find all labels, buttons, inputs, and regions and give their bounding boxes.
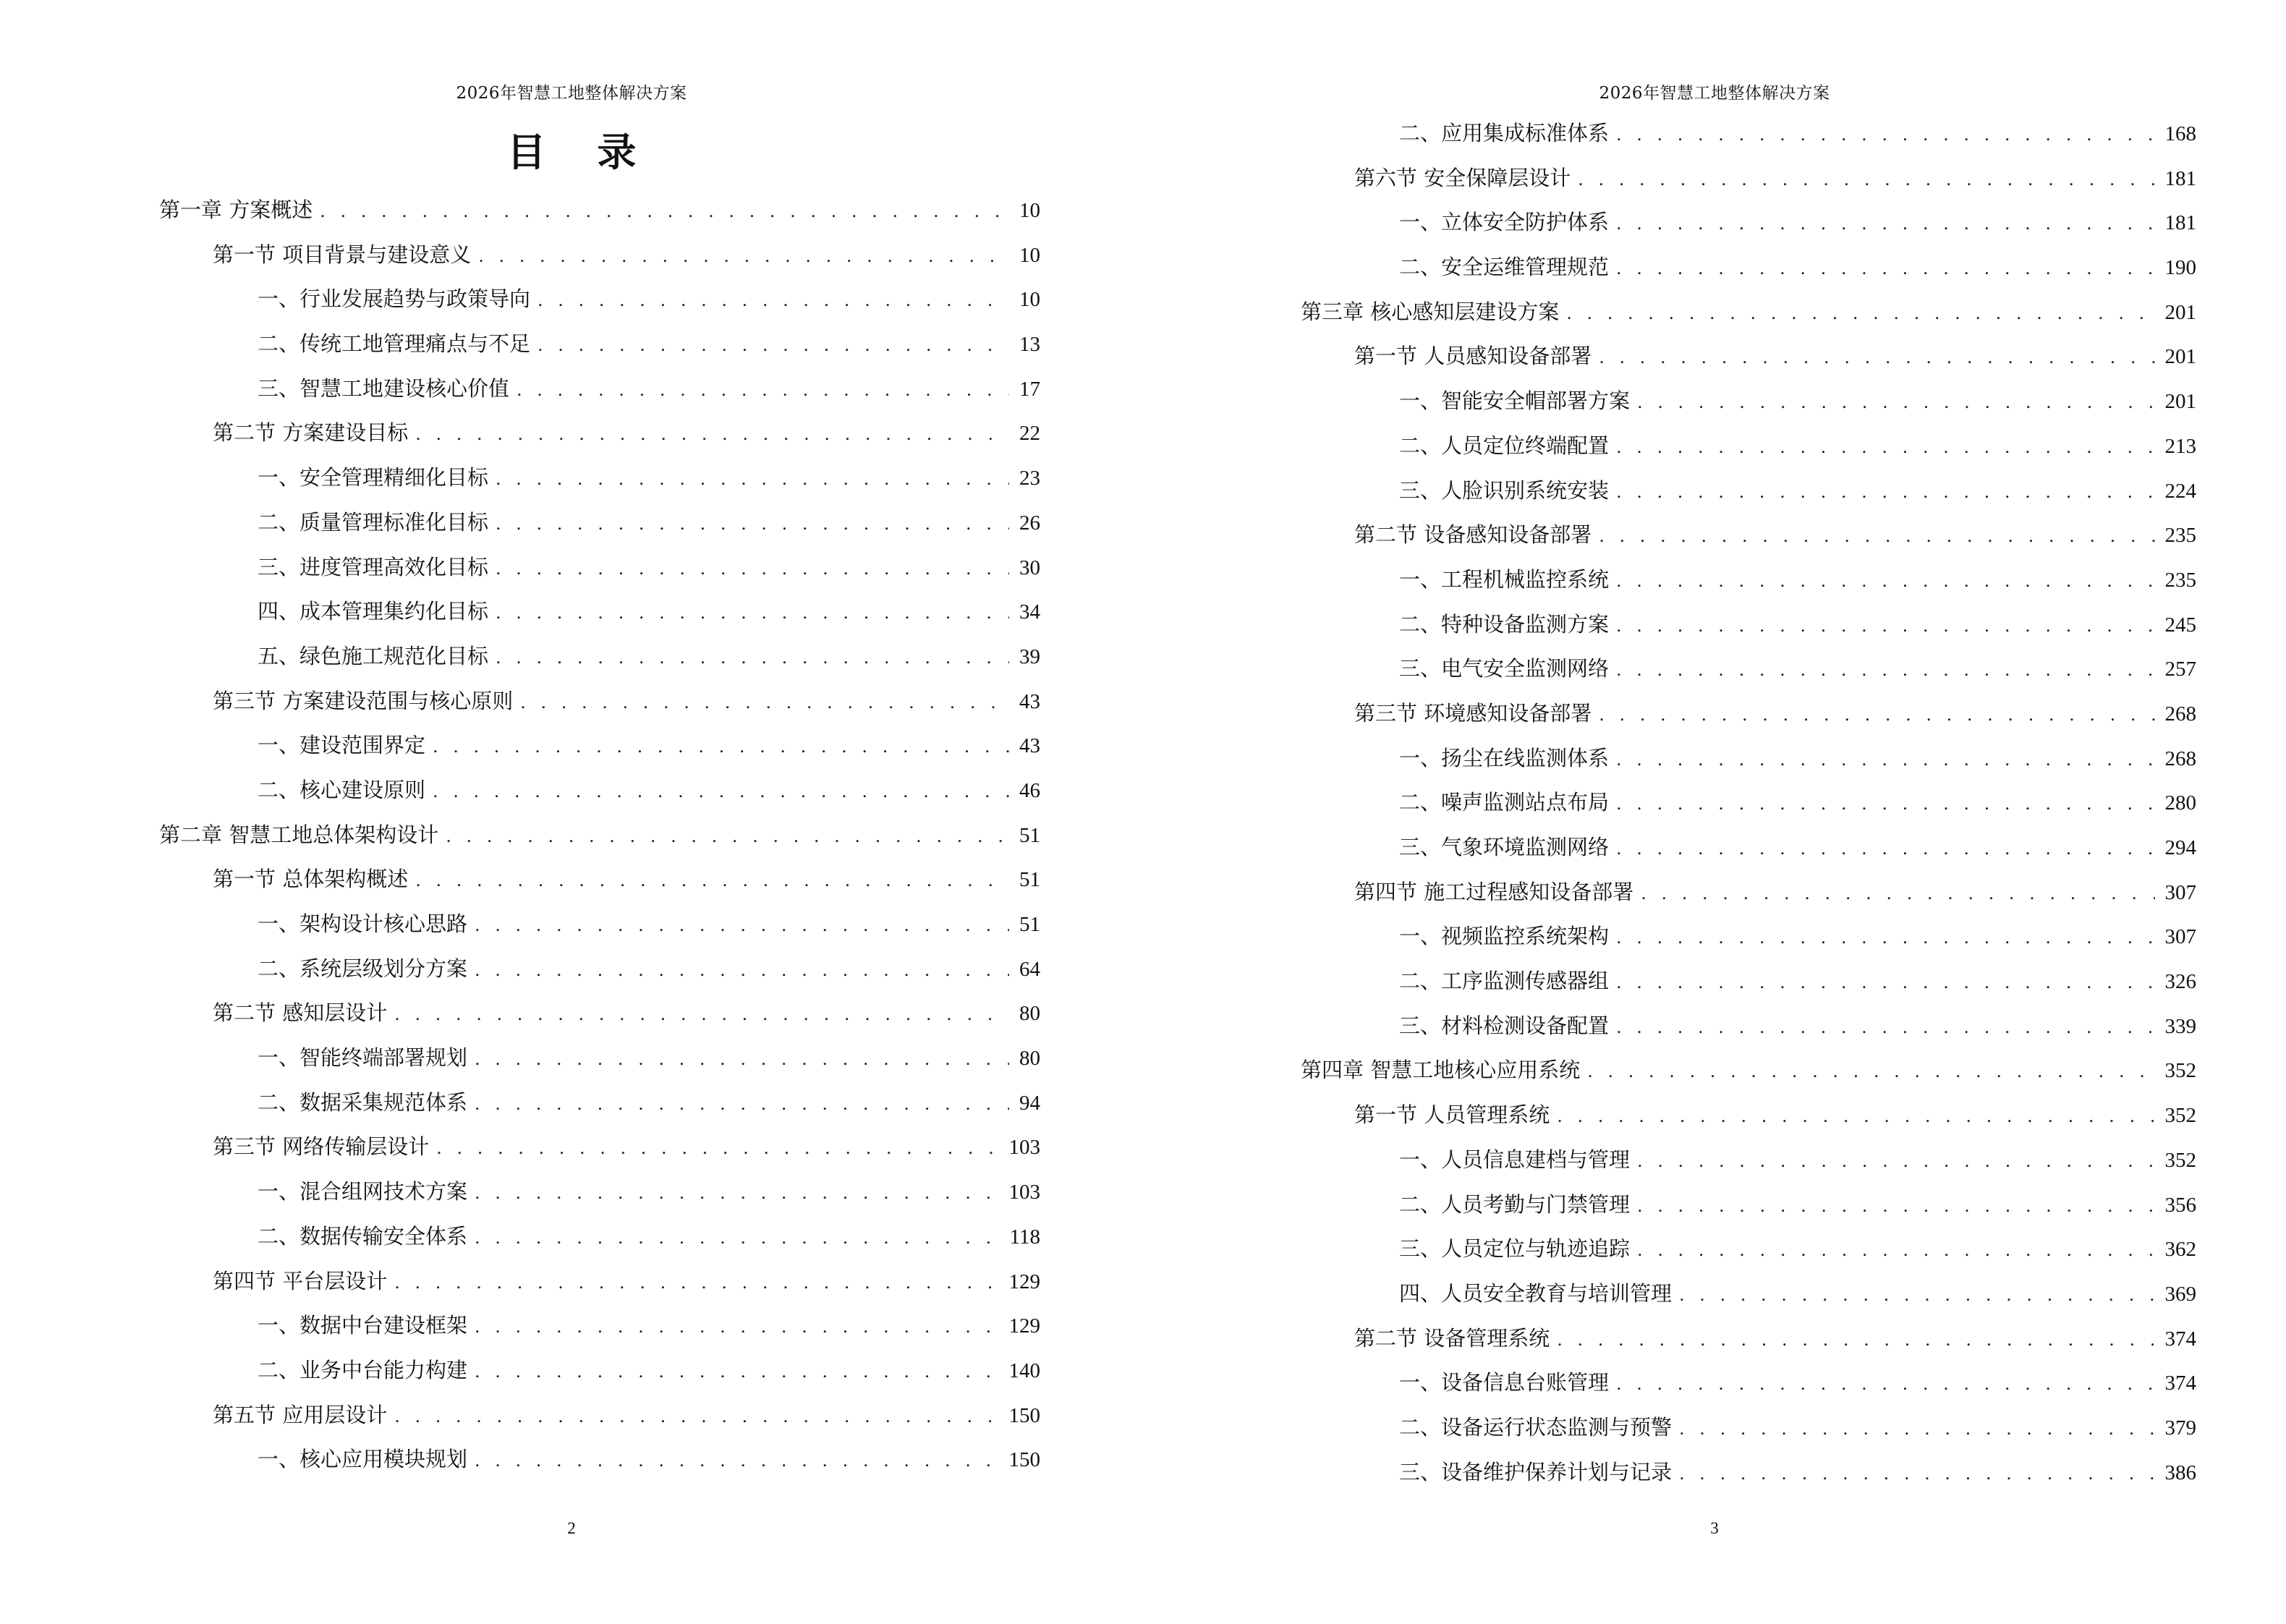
dot-leader: [1641, 872, 2154, 917]
toc-entry-page-number: 23: [1019, 467, 1040, 490]
toc-subsection-entry[interactable]: [159, 947, 1040, 992]
toc-subsection-entry[interactable]: [159, 590, 1040, 634]
toc-entry-page-number: 181: [2164, 166, 2196, 190]
toc-subsection-entry[interactable]: [159, 902, 1040, 947]
toc-entry-page-number: 352: [2164, 1104, 2196, 1128]
toc-entry-page-number: 103: [1008, 1136, 1040, 1160]
toc-entry-label: 一、安全管理精细化目标: [258, 465, 489, 490]
toc-entry-label: 第四章 智慧工地核心应用系统: [1301, 1058, 1581, 1083]
toc-entry-page-number: 257: [2164, 658, 2196, 681]
running-header: 2026年智慧工地整体解决方案: [456, 84, 687, 103]
toc-entry-label: 四、人员安全教育与培训管理: [1399, 1280, 1673, 1306]
toc-subsection-entry[interactable]: [159, 1170, 1040, 1215]
toc-chapter-entry[interactable]: [159, 813, 1040, 858]
toc-entry-page-number: 129: [1008, 1314, 1040, 1338]
dot-leader: [1599, 693, 2154, 738]
toc-entry-page-number: 374: [2164, 1327, 2196, 1351]
toc-entry-page-number: 201: [2164, 390, 2196, 414]
dot-leader: [475, 1082, 1009, 1127]
toc-entry-label: 一、设备信息台账管理: [1399, 1370, 1610, 1395]
toc-entry-label: 第二节 设备感知设备部署: [1354, 522, 1592, 548]
toc-subsection-entry[interactable]: [1301, 736, 2196, 781]
dot-leader: [1616, 247, 2154, 292]
toc-subsection-entry[interactable]: [159, 501, 1040, 545]
toc-entry-label: 第二节 感知层设计: [213, 1000, 388, 1026]
toc-section-entry[interactable]: [1301, 1093, 2196, 1138]
toc-entry-page-number: 339: [2164, 1014, 2196, 1038]
dot-leader: [394, 1261, 998, 1306]
toc-entry-label: 第二节 设备管理系统: [1354, 1325, 1550, 1351]
toc-entry-page-number: 268: [2164, 702, 2196, 726]
toc-subsection-entry[interactable]: [159, 1036, 1040, 1081]
toc-entry-label: 第五节 应用层设计: [213, 1402, 388, 1427]
toc-entry-label: 二、传统工地管理痛点与不足: [258, 331, 531, 357]
toc-subsection-entry[interactable]: [159, 456, 1040, 501]
dot-leader: [1566, 292, 2154, 336]
dot-leader: [1616, 604, 2154, 649]
toc-entry-label: 二、核心建设原则: [258, 777, 426, 802]
toc-subsection-entry[interactable]: [1301, 647, 2196, 692]
toc-entry-label: 一、扬尘在线监测体系: [1399, 745, 1610, 770]
toc-entry-label: 三、气象环境监测网络: [1399, 835, 1610, 859]
toc-entry-page-number: 362: [2164, 1238, 2196, 1262]
dot-leader: [1616, 648, 2154, 693]
toc-title: 目 录: [506, 129, 655, 175]
toc-entry-label: 二、噪声监测站点布局: [1399, 790, 1610, 815]
toc-entry-label: 一、核心应用模块规划: [258, 1447, 468, 1472]
dot-leader: [1616, 961, 2154, 1006]
right-page: [1143, 0, 2286, 1624]
toc-entry-label: 二、特种设备监测方案: [1399, 611, 1610, 637]
toc-subsection-entry[interactable]: [1301, 1183, 2196, 1228]
dot-leader: [475, 948, 1009, 993]
toc-entry-label: 一、工程机械监控系统: [1399, 566, 1610, 592]
dot-leader: [433, 770, 1009, 815]
dot-leader: [1616, 827, 2154, 872]
dot-leader: [1616, 738, 2154, 783]
toc-section-entry[interactable]: [159, 411, 1040, 456]
toc-entry-label: 一、行业发展趋势与政策导向: [258, 286, 531, 312]
toc-entry-label: 三、材料检测设备配置: [1399, 1013, 1610, 1038]
dot-leader: [1557, 1318, 2154, 1363]
toc-entry-label: 二、人员定位终端配置: [1399, 433, 1610, 458]
dot-leader: [1679, 1452, 2154, 1497]
toc-entry-page-number: 103: [1008, 1181, 1040, 1204]
toc-entry-page-number: 43: [1019, 689, 1040, 713]
toc-subsection-entry[interactable]: [159, 277, 1040, 322]
dot-leader: [446, 815, 1009, 859]
dot-leader: [1637, 1184, 2154, 1229]
dot-leader: [1616, 425, 2154, 470]
toc-entry-label: 第一节 人员管理系统: [1354, 1102, 1550, 1128]
toc-entry-label: 第二节 方案建设目标: [213, 420, 409, 446]
toc-entry-page-number: 34: [1019, 600, 1040, 624]
toc-entry-label: 二、业务中台能力构建: [258, 1357, 468, 1382]
dot-leader: [1616, 916, 2154, 961]
toc-entry-page-number: 129: [1008, 1270, 1040, 1293]
toc-subsection-entry[interactable]: [1301, 825, 2196, 870]
toc-entry-page-number: 13: [1019, 333, 1040, 357]
running-header: 2026年智慧工地整体解决方案: [1599, 84, 1830, 103]
dot-leader: [1616, 1362, 2154, 1407]
toc-entry-page-number: 168: [2164, 122, 2196, 145]
toc-entry-page-number: 51: [1019, 868, 1040, 892]
toc-subsection-entry[interactable]: [159, 545, 1040, 590]
toc-section-entry[interactable]: [1301, 692, 2196, 736]
dot-leader: [1616, 1006, 2154, 1050]
toc-subsection-entry[interactable]: [1301, 245, 2196, 290]
toc-entry-page-number: 307: [2164, 925, 2196, 949]
toc-entry-page-number: 369: [2164, 1282, 2196, 1306]
dot-leader: [1637, 1228, 2154, 1273]
dot-leader: [1616, 202, 2154, 247]
toc-entry-label: 二、系统层级划分方案: [258, 956, 468, 981]
dot-leader: [496, 547, 1009, 592]
toc-subsection-entry[interactable]: [1301, 558, 2196, 603]
toc-entry-label: 一、数据中台建设框架: [258, 1313, 468, 1338]
toc-section-entry[interactable]: [159, 857, 1040, 902]
toc-entry-label: 一、视频监控系统架构: [1399, 924, 1610, 949]
dot-leader: [394, 1395, 998, 1440]
toc-entry-label: 第一章 方案概述: [159, 197, 313, 222]
toc-section-entry[interactable]: [1301, 1317, 2196, 1361]
dot-leader: [415, 412, 1009, 457]
toc-entry-label: 一、架构设计核心思路: [258, 911, 468, 936]
toc-entry-page-number: 10: [1019, 288, 1040, 312]
toc-entry-page-number: 94: [1019, 1091, 1040, 1115]
toc-subsection-entry[interactable]: [1301, 603, 2196, 647]
toc-entry-label: 五、绿色施工规范化目标: [258, 643, 489, 668]
dot-leader: [537, 279, 1009, 323]
toc-entry-page-number: 379: [2164, 1416, 2196, 1440]
toc-subsection-entry[interactable]: [159, 367, 1040, 412]
toc-entry-page-number: 80: [1019, 1047, 1040, 1071]
toc-entry-page-number: 10: [1019, 199, 1040, 222]
toc-entry-page-number: 150: [1008, 1403, 1040, 1427]
toc-entry-label: 四、成本管理集约化目标: [258, 599, 489, 624]
toc-entry-page-number: 22: [1019, 422, 1040, 446]
toc-entry-page-number: 118: [1009, 1225, 1040, 1249]
toc-section-entry[interactable]: [1301, 334, 2196, 379]
toc-subsection-entry[interactable]: [159, 768, 1040, 813]
toc-entry-label: 一、建设范围界定: [258, 733, 426, 758]
toc-subsection-entry[interactable]: [1301, 1450, 2196, 1495]
toc-subsection-entry[interactable]: [1301, 781, 2196, 825]
toc-entry-label: 三、智慧工地建设核心价值: [258, 375, 510, 401]
toc-entry-label: 三、电气安全监测网络: [1399, 656, 1610, 681]
dot-leader: [475, 1037, 1009, 1082]
toc-entry-page-number: 80: [1019, 1002, 1040, 1026]
toc-entry-page-number: 201: [2164, 300, 2196, 324]
dot-leader: [475, 904, 1009, 948]
dot-leader: [496, 591, 1009, 636]
dot-leader: [496, 457, 1009, 502]
toc-entry-page-number: 374: [2164, 1372, 2196, 1395]
toc-subsection-entry[interactable]: [1301, 379, 2196, 424]
toc-entry-label: 二、数据采集规范体系: [258, 1089, 468, 1115]
toc-subsection-entry[interactable]: [159, 1437, 1040, 1482]
toc-entry-label: 三、人脸识别系统安装: [1399, 477, 1610, 503]
toc-subsection-entry[interactable]: [159, 1348, 1040, 1393]
toc-entry-label: 三、进度管理高效化目标: [258, 554, 489, 579]
toc-entry-page-number: 245: [2164, 613, 2196, 637]
toc-subsection-entry[interactable]: [1301, 1138, 2196, 1183]
toc-entry-page-number: 10: [1019, 243, 1040, 267]
dot-leader: [1599, 336, 2154, 381]
dot-leader: [496, 636, 1009, 681]
toc-section-entry[interactable]: [159, 1125, 1040, 1170]
dot-leader: [475, 1216, 1000, 1261]
toc-entry-page-number: 307: [2164, 880, 2196, 904]
dot-leader: [517, 368, 1009, 413]
dot-leader: [1679, 1273, 2154, 1318]
toc-subsection-entry[interactable]: [1301, 1227, 2196, 1272]
toc-subsection-entry[interactable]: [1301, 1361, 2196, 1406]
toc-entry-page-number: 64: [1019, 957, 1040, 981]
toc-entry-label: 二、质量管理标准化目标: [258, 509, 489, 535]
toc-subsection-entry[interactable]: [1301, 424, 2196, 469]
toc-chapter-entry[interactable]: [1301, 1048, 2196, 1093]
dot-leader: [475, 1350, 998, 1395]
toc-entry-label: 第一节 总体架构概述: [213, 867, 409, 892]
toc-entry-page-number: 352: [2164, 1148, 2196, 1172]
dot-leader: [1587, 1050, 2154, 1094]
toc-entry-label: 第二章 智慧工地总体架构设计: [159, 822, 439, 847]
toc-entry-page-number: 386: [2164, 1461, 2196, 1484]
toc-entry-page-number: 39: [1019, 645, 1040, 668]
toc-subsection-entry[interactable]: [1301, 914, 2196, 959]
toc-section-entry[interactable]: [159, 233, 1040, 278]
toc-subsection-entry[interactable]: [159, 634, 1040, 679]
toc-entry-label: 二、应用集成标准体系: [1399, 121, 1610, 145]
dot-leader: [1578, 158, 2154, 203]
toc-list-right: [1301, 111, 2196, 1495]
toc-entry-label: 二、安全运维管理规范: [1399, 255, 1610, 280]
page-number-footer: 3: [1710, 1519, 1719, 1537]
toc-entry-page-number: 294: [2164, 836, 2196, 859]
toc-entry-label: 第六节 安全保障层设计: [1354, 165, 1571, 190]
toc-entry-page-number: 235: [2164, 524, 2196, 548]
toc-entry-label: 二、人员考勤与门禁管理: [1399, 1191, 1631, 1217]
toc-entry-page-number: 352: [2164, 1059, 2196, 1083]
toc-subsection-entry[interactable]: [1301, 959, 2196, 1004]
toc-entry-label: 二、设备运行状态监测与预警: [1399, 1414, 1673, 1440]
toc-entry-page-number: 17: [1019, 377, 1040, 401]
dot-leader: [1616, 113, 2154, 158]
dot-leader: [320, 190, 1009, 234]
toc-entry-label: 二、工序监测传感器组: [1399, 969, 1610, 994]
toc-entry-page-number: 280: [2164, 791, 2196, 815]
toc-entry-page-number: 150: [1008, 1448, 1040, 1472]
toc-section-entry[interactable]: [1301, 156, 2196, 201]
dot-leader: [1637, 1139, 2154, 1184]
toc-list-left: [159, 188, 1040, 1482]
dot-leader: [475, 1439, 998, 1484]
toc-subsection-entry[interactable]: [159, 1081, 1040, 1126]
toc-subsection-entry[interactable]: [1301, 200, 2196, 245]
toc-entry-page-number: 26: [1019, 511, 1040, 535]
toc-entry-page-number: 326: [2164, 970, 2196, 994]
toc-entry-label: 第三节 方案建设范围与核心原则: [213, 688, 514, 713]
dot-leader: [475, 1171, 998, 1216]
dot-leader: [1616, 470, 2154, 515]
dot-leader: [394, 992, 1009, 1037]
toc-entry-page-number: 190: [2164, 256, 2196, 280]
toc-entry-page-number: 51: [1019, 913, 1040, 936]
toc-entry-page-number: 30: [1019, 556, 1040, 579]
toc-subsection-entry[interactable]: [159, 723, 1040, 768]
toc-subsection-entry[interactable]: [1301, 111, 2196, 156]
toc-entry-label: 第三节 环境感知设备部署: [1354, 700, 1592, 726]
toc-entry-label: 三、人员定位与轨迹追踪: [1399, 1236, 1631, 1262]
toc-entry-label: 第三节 网络传输层设计: [213, 1134, 430, 1160]
toc-subsection-entry[interactable]: [1301, 1272, 2196, 1317]
dot-leader: [1679, 1407, 2154, 1452]
dot-leader: [1599, 514, 2154, 559]
page-number-footer: 2: [567, 1519, 576, 1537]
toc-section-entry[interactable]: [159, 1393, 1040, 1438]
toc-entry-label: 第一节 人员感知设备部署: [1354, 344, 1592, 369]
toc-section-entry[interactable]: [159, 679, 1040, 724]
dot-leader: [415, 859, 1009, 904]
toc-subsection-entry[interactable]: [1301, 1406, 2196, 1450]
toc-entry-label: 一、智能安全帽部署方案: [1399, 388, 1631, 414]
toc-entry-page-number: 140: [1008, 1359, 1040, 1382]
dot-leader: [1616, 782, 2154, 827]
dot-leader: [520, 681, 1009, 726]
toc-entry-page-number: 224: [2164, 479, 2196, 503]
toc-entry-label: 第三章 核心感知层建设方案: [1301, 299, 1560, 324]
toc-subsection-entry[interactable]: [159, 1215, 1040, 1259]
toc-entry-label: 一、立体安全防护体系: [1399, 210, 1610, 235]
dot-leader: [475, 1305, 998, 1350]
toc-chapter-entry[interactable]: [1301, 290, 2196, 335]
toc-subsection-entry[interactable]: [159, 1304, 1040, 1348]
dot-leader: [478, 234, 1009, 279]
toc-entry-page-number: 235: [2164, 568, 2196, 592]
toc-entry-page-number: 356: [2164, 1193, 2196, 1217]
toc-entry-page-number: 268: [2164, 747, 2196, 770]
toc-subsection-entry[interactable]: [1301, 469, 2196, 514]
toc-entry-page-number: 51: [1019, 823, 1040, 847]
toc-entry-page-number: 181: [2164, 211, 2196, 235]
toc-chapter-entry[interactable]: [159, 188, 1040, 233]
dot-leader: [1616, 559, 2154, 604]
toc-entry-label: 第一节 项目背景与建设意义: [213, 242, 472, 267]
toc-section-entry[interactable]: [159, 1259, 1040, 1304]
toc-entry-label: 第四节 施工过程感知设备部署: [1354, 879, 1634, 904]
dot-leader: [537, 323, 1009, 368]
toc-entry-label: 二、数据传输安全体系: [258, 1223, 468, 1249]
toc-entry-page-number: 43: [1019, 734, 1040, 758]
toc-subsection-entry[interactable]: [159, 322, 1040, 367]
toc-entry-label: 一、混合组网技术方案: [258, 1179, 468, 1204]
toc-entry-label: 一、人员信息建档与管理: [1399, 1147, 1631, 1172]
toc-entry-page-number: 46: [1019, 778, 1040, 802]
toc-entry-page-number: 201: [2164, 345, 2196, 369]
dot-leader: [496, 502, 1009, 547]
toc-section-entry[interactable]: [159, 991, 1040, 1036]
toc-entry-label: 三、设备维护保养计划与记录: [1399, 1459, 1673, 1484]
toc-section-entry[interactable]: [1301, 513, 2196, 558]
dot-leader: [1637, 381, 2154, 425]
toc-subsection-entry[interactable]: [1301, 1004, 2196, 1049]
toc-entry-label: 第四节 平台层设计: [213, 1268, 388, 1293]
toc-entry-label: 一、智能终端部署规划: [258, 1045, 468, 1071]
toc-section-entry[interactable]: [1301, 870, 2196, 915]
dot-leader: [436, 1126, 998, 1171]
dot-leader: [1557, 1094, 2154, 1139]
dot-leader: [433, 725, 1009, 770]
toc-entry-page-number: 213: [2164, 434, 2196, 458]
